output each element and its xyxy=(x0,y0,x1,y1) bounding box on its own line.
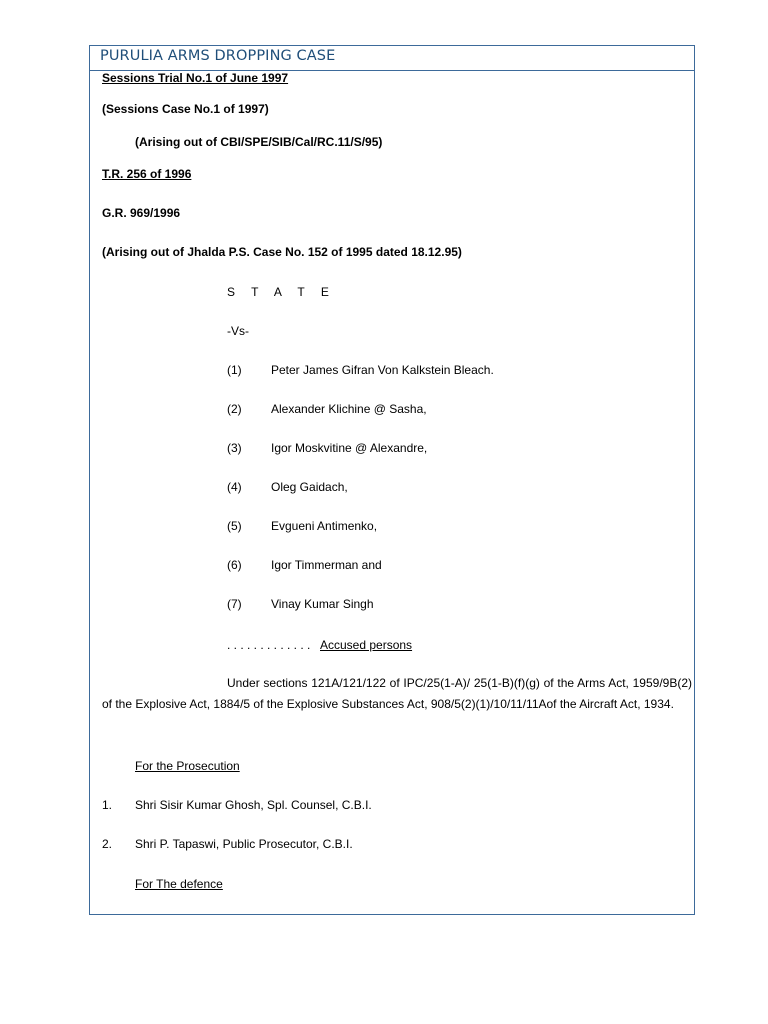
accused-number: (5) xyxy=(227,519,242,533)
counsel-entry: Shri P. Tapaswi, Public Prosecutor, C.B.I. xyxy=(135,837,353,851)
accused-number: (4) xyxy=(227,480,242,494)
prosecution-heading: For the Prosecution xyxy=(135,759,240,773)
accused-name: Evgueni Antimenko, xyxy=(271,519,378,533)
arising-cbi: (Arising out of CBI/SPE/SIB/Cal/RC.11/S/95) xyxy=(135,135,383,149)
accused-number: (6) xyxy=(227,558,242,572)
accused-persons-label: Accused persons xyxy=(320,638,413,652)
accused-number: (1) xyxy=(227,363,242,377)
accused-name: Alexander Klichine @ Sasha, xyxy=(271,402,427,416)
counsel-number: 2. xyxy=(102,837,113,851)
accused-dots: . . . . . . . . . . . . . xyxy=(227,638,311,652)
accused-name: Igor Moskvitine @ Alexandre, xyxy=(271,441,428,455)
state-label: S T A T E xyxy=(227,285,336,299)
document-title: PURULIA ARMS DROPPING CASE xyxy=(100,48,336,64)
document-header xyxy=(90,46,694,71)
accused-name: Vinay Kumar Singh xyxy=(271,597,374,611)
sessions-case: (Sessions Case No.1 of 1997) xyxy=(102,102,269,116)
vs-label: -Vs- xyxy=(227,324,249,338)
accused-number: (2) xyxy=(227,402,242,416)
arising-ps: (Arising out of Jhalda P.S. Case No. 152 of 1995 dated 18.12.95) xyxy=(102,245,462,259)
document-frame xyxy=(89,45,695,915)
counsel-number: 1. xyxy=(102,798,113,812)
accused-name: Igor Timmerman and xyxy=(271,558,382,572)
tr-number: T.R. 256 of 1996 xyxy=(102,167,192,181)
counsel-entry: Shri Sisir Kumar Ghosh, Spl. Counsel, C.B.I. xyxy=(135,798,372,812)
sections-paragraph: Under sections 121A/121/122 of IPC/25(1-A)/ 25(1-B)(f)(g) of the Arms Act, 1959/9B(2) of the Explosive Act, 1884/5 of the Explosive Substances Act, 908/5(2)(1)/10/11/11Aof the Aircraft Act, 1934. xyxy=(102,676,692,711)
gr-number: G.R. 969/1996 xyxy=(102,206,181,220)
accused-number: (3) xyxy=(227,441,242,455)
accused-number: (7) xyxy=(227,597,242,611)
accused-name: Peter James Gifran Von Kalkstein Bleach. xyxy=(271,363,494,377)
accused-name: Oleg Gaidach, xyxy=(271,480,348,494)
sessions-trial: Sessions Trial No.1 of June 1997 xyxy=(102,71,289,85)
defence-heading: For The defence xyxy=(135,877,223,891)
